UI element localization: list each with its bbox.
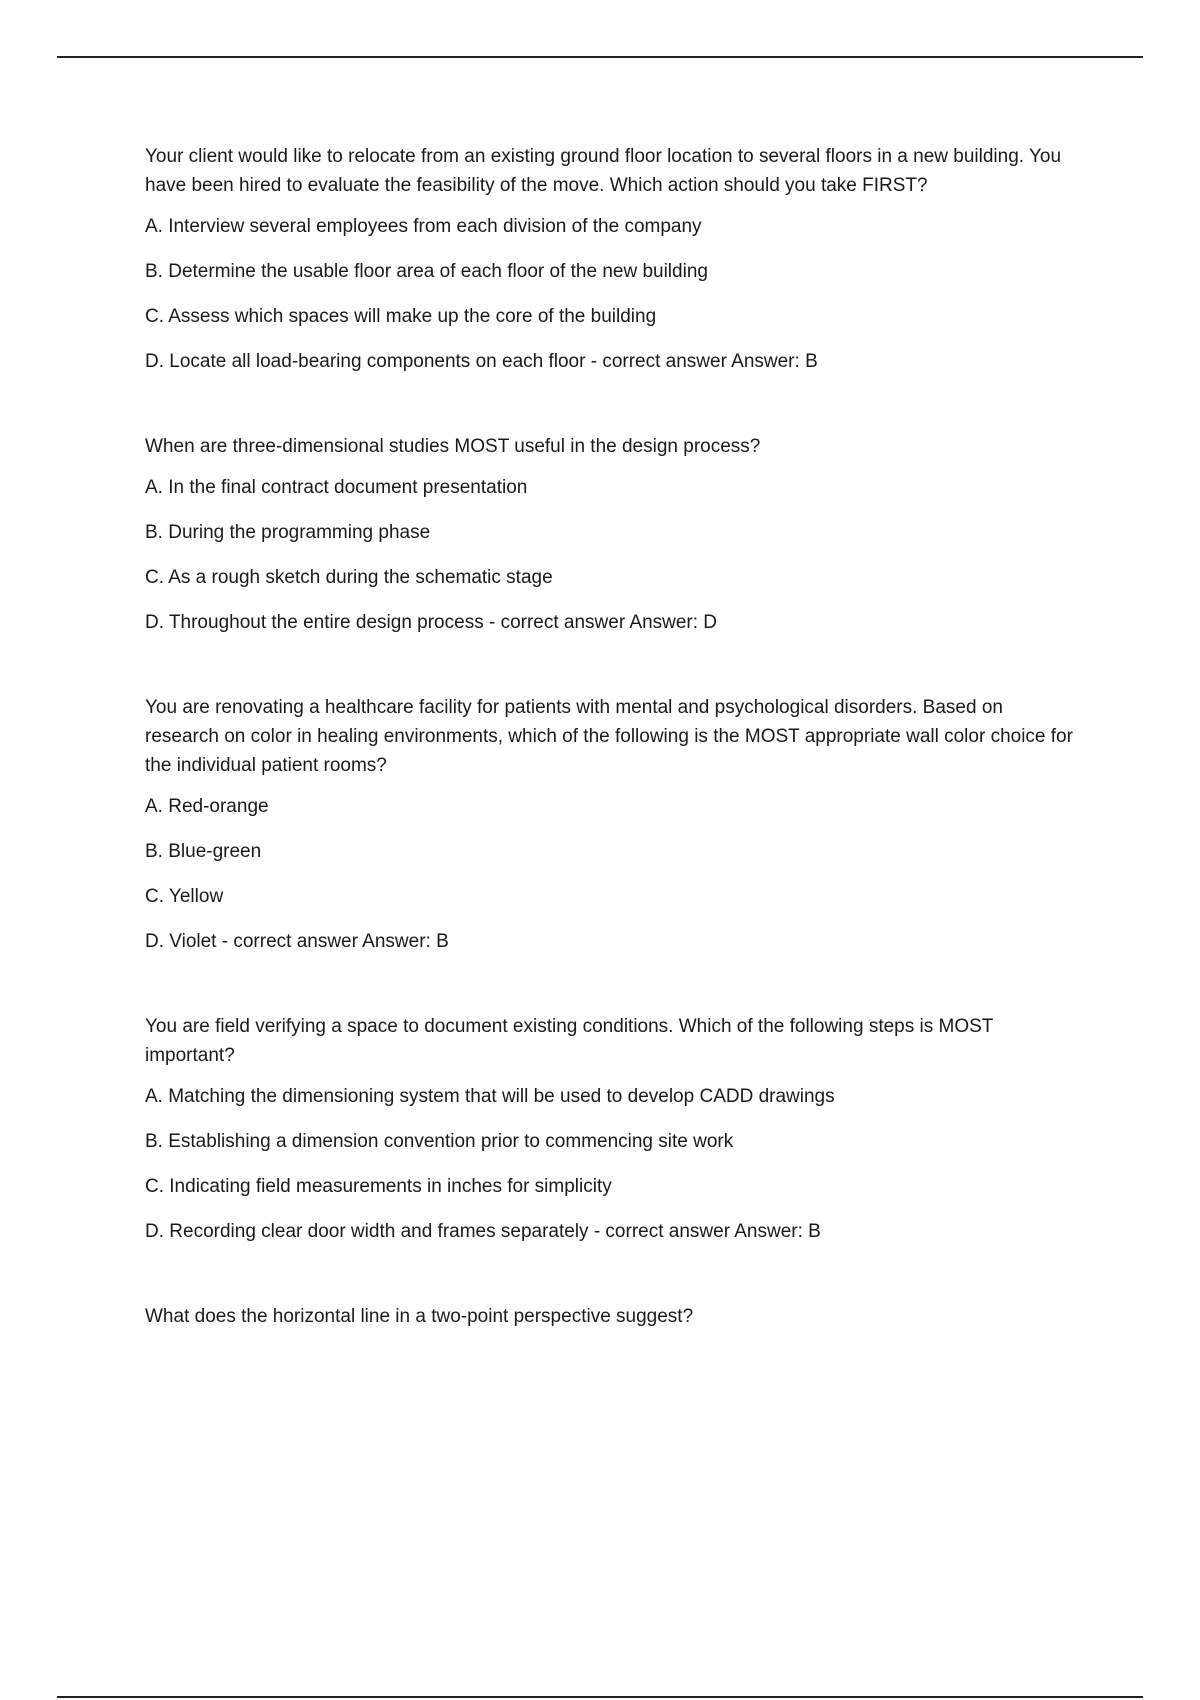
answer-option: C. Indicating field measurements in inches for simplicity [145,1176,612,1197]
question-block [145,142,1075,376]
bottom-divider [57,1696,1143,1698]
answer-option: B. Determine the usable floor area of each floor of the new building [145,261,708,282]
answer-option: B. During the programming phase [145,522,431,543]
answer-option: A. In the final contract document presentation [145,477,528,498]
answer-option: C. Yellow [145,886,224,907]
answer-option: D. Violet - correct answer Answer: B [145,931,449,952]
question-text: Your client would like to relocate from an existing ground floor location to several floors in a new building. You have been hired to evaluate the feasibility of the move. Which action should you take FIRST? [145,146,1062,196]
question-block [145,1302,1075,1331]
answer-option: C. Assess which spaces will make up the core of the building [145,306,657,327]
answer-option: C. As a rough sketch during the schematic stage [145,567,553,588]
top-divider [57,56,1143,58]
answer-option: B. Blue-green [145,841,262,862]
answer-option: A. Interview several employees from each division of the company [145,216,702,237]
question-text: What does the horizontal line in a two-point perspective suggest? [145,1306,694,1327]
question-text: You are field verifying a space to document existing conditions. Which of the following steps is MOST important? [145,1016,994,1066]
answer-option: D. Throughout the entire design process - correct answer Answer: D [145,612,718,633]
question-block [145,693,1075,956]
document-body [145,142,1075,1343]
question-text: You are renovating a healthcare facility for patients with mental and psychological disorders. Based on research on color in healing environments, which of the following is the MOST appropriate wall color choice for the individual patient rooms? [145,697,1073,776]
question-block [145,432,1075,637]
answer-option: B. Establishing a dimension convention prior to commencing site work [145,1131,734,1152]
answer-option: D. Recording clear door width and frames separately - correct answer Answer: B [145,1221,821,1242]
question-block [145,1012,1075,1246]
answer-option: A. Red-orange [145,796,269,817]
answer-option: D. Locate all load-bearing components on each floor - correct answer Answer: B [145,351,818,372]
answer-option: A. Matching the dimensioning system that will be used to develop CADD drawings [145,1086,835,1107]
question-text: When are three-dimensional studies MOST useful in the design process? [145,436,761,457]
